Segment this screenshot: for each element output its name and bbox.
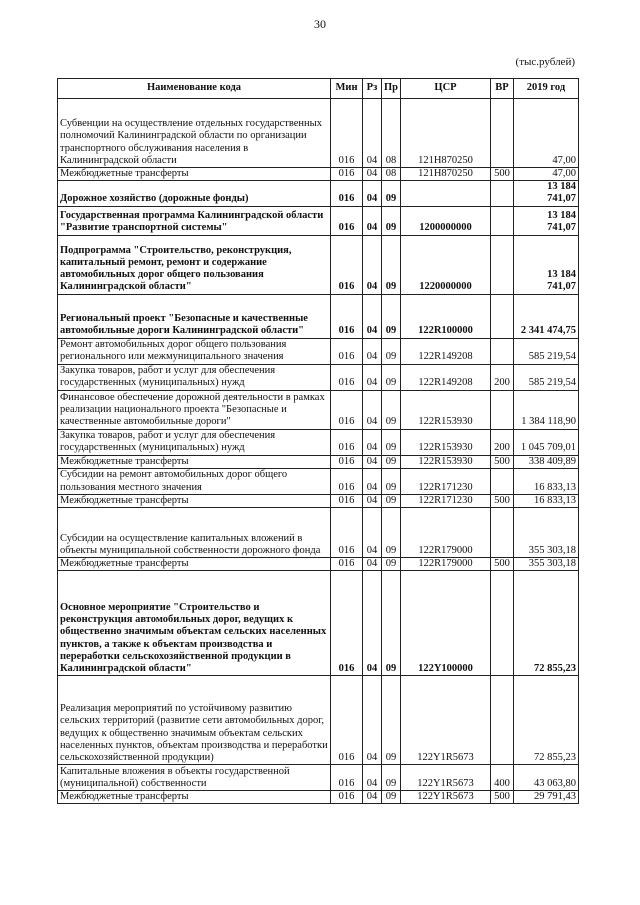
row-pr: 09: [382, 791, 401, 804]
row-vr: [491, 206, 514, 235]
page-number: 30: [314, 17, 326, 31]
row-min: 016: [331, 181, 363, 206]
row-pr: 09: [382, 676, 401, 765]
header-pr: Пр: [382, 79, 401, 99]
row-vr: 500: [491, 455, 514, 468]
row-rz: 04: [363, 181, 382, 206]
table-row: [58, 364, 579, 390]
row-csr: 122Y1R5673: [401, 765, 491, 791]
row-amount: 13 184 741,07: [514, 181, 579, 206]
row-csr: 122R179000: [401, 508, 491, 558]
row-csr: 122R171230: [401, 494, 491, 507]
row-amount: 1 045 709,01: [514, 429, 579, 455]
row-amount: 355 303,18: [514, 558, 579, 571]
row-rz: 04: [363, 571, 382, 676]
table-row: [58, 571, 579, 676]
row-rz: 04: [363, 791, 382, 804]
header-min: Мин: [331, 79, 363, 99]
row-rz: 04: [363, 429, 382, 455]
row-rz: 04: [363, 494, 382, 507]
table-row: [58, 338, 579, 364]
row-amount: 72 855,23: [514, 676, 579, 765]
row-min: 016: [331, 99, 363, 168]
header-rz: Рз: [363, 79, 382, 99]
row-amount: 1 384 118,90: [514, 390, 579, 429]
row-pr: 09: [382, 364, 401, 390]
row-name: Ремонт автомобильных дорог общего пользования регионального или межмуниципального значения: [58, 338, 331, 364]
row-amount: 13 184 741,07: [514, 235, 579, 294]
budget-table: [57, 78, 579, 804]
row-name: Субсидии на осуществление капитальных вложений в объекты муниципальной собственности дорожного фонда: [58, 508, 331, 558]
row-vr: [491, 235, 514, 294]
row-csr: 122R171230: [401, 468, 491, 494]
row-amount: 16 833,13: [514, 468, 579, 494]
row-rz: 04: [363, 508, 382, 558]
table-row: [58, 508, 579, 558]
row-vr: [491, 294, 514, 338]
row-amount: 47,00: [514, 168, 579, 181]
row-csr: 122R149208: [401, 338, 491, 364]
row-name: Межбюджетные трансферты: [58, 558, 331, 571]
row-name: Межбюджетные трансферты: [58, 494, 331, 507]
row-min: 016: [331, 235, 363, 294]
header-csr: ЦСР: [401, 79, 491, 99]
table-row: [58, 468, 579, 494]
header-vr: ВР: [491, 79, 514, 99]
row-csr: 122Y1R5673: [401, 676, 491, 765]
row-min: 016: [331, 455, 363, 468]
row-pr: 09: [382, 508, 401, 558]
row-vr: [491, 390, 514, 429]
table-row: [58, 235, 579, 294]
row-amount: 585 219,54: [514, 338, 579, 364]
row-amount: 338 409,89: [514, 455, 579, 468]
header-year: 2019 год: [514, 79, 579, 99]
table-row: [58, 429, 579, 455]
header-name: Наименование кода: [58, 79, 331, 99]
row-csr: 121H870250: [401, 168, 491, 181]
row-rz: 04: [363, 364, 382, 390]
row-name: Финансовое обеспечение дорожной деятельности в рамках реализации национального проекта "Безопасные и качественные автомобильные дороги": [58, 390, 331, 429]
table-row: [58, 206, 579, 235]
row-csr: 122R153930: [401, 390, 491, 429]
row-min: 016: [331, 468, 363, 494]
table-row: [58, 168, 579, 181]
row-name: Субвенции на осуществление отдельных государственных полномочий Калининградской области по организации транспортного обслуживания населения в Калининградской области: [58, 99, 331, 168]
row-name: Межбюджетные трансферты: [58, 791, 331, 804]
row-min: 016: [331, 765, 363, 791]
row-csr: 122R153930: [401, 455, 491, 468]
table-row: [58, 181, 579, 206]
row-vr: [491, 676, 514, 765]
row-min: 016: [331, 364, 363, 390]
row-rz: 04: [363, 294, 382, 338]
row-rz: 04: [363, 99, 382, 168]
row-name: Основное мероприятие "Строительство и реконструкция автомобильных дорог, ведущих к общественно значимым объектам сельских населенных пунктов, а также к объектам производства и переработки сельскохозяйственной продукции в Калининградской области": [58, 571, 331, 676]
row-rz: 04: [363, 558, 382, 571]
row-pr: 09: [382, 468, 401, 494]
units-label: (тыс.рублей): [515, 56, 575, 68]
row-name: Капитальные вложения в объекты государственной (муниципальной) собственности: [58, 765, 331, 791]
row-rz: 04: [363, 206, 382, 235]
row-rz: 04: [363, 468, 382, 494]
row-csr: [401, 181, 491, 206]
row-min: 016: [331, 338, 363, 364]
row-min: 016: [331, 390, 363, 429]
row-min: 016: [331, 791, 363, 804]
row-rz: 04: [363, 676, 382, 765]
row-vr: [491, 571, 514, 676]
row-amount: 72 855,23: [514, 571, 579, 676]
row-csr: 122Y100000: [401, 571, 491, 676]
row-vr: 400: [491, 765, 514, 791]
row-amount: 29 791,43: [514, 791, 579, 804]
table-row: [58, 558, 579, 571]
row-min: 016: [331, 429, 363, 455]
row-pr: 09: [382, 181, 401, 206]
row-pr: 09: [382, 390, 401, 429]
row-vr: 500: [491, 791, 514, 804]
table-row: [58, 390, 579, 429]
row-rz: 04: [363, 455, 382, 468]
table-row: [58, 765, 579, 791]
table-row: [58, 791, 579, 804]
row-csr: 122R149208: [401, 364, 491, 390]
row-csr: 1220000000: [401, 235, 491, 294]
row-vr: [491, 338, 514, 364]
row-vr: [491, 99, 514, 168]
row-pr: 09: [382, 294, 401, 338]
table-row: [58, 494, 579, 507]
row-amount: 47,00: [514, 99, 579, 168]
row-amount: 16 833,13: [514, 494, 579, 507]
row-vr: 200: [491, 364, 514, 390]
row-rz: 04: [363, 168, 382, 181]
row-name: Реализация мероприятий по устойчивому развитию сельских территорий (развитие сети автомобильных дорог, ведущих к общественно значимым объектам сельских населенных пунктов, объектам производства и переработки сельскохозяйственной продукции): [58, 676, 331, 765]
row-vr: [491, 508, 514, 558]
row-min: 016: [331, 676, 363, 765]
row-csr: 121H870250: [401, 99, 491, 168]
row-amount: 43 063,80: [514, 765, 579, 791]
row-pr: 09: [382, 558, 401, 571]
table-row: [58, 676, 579, 765]
row-pr: 09: [382, 455, 401, 468]
row-csr: 122R153930: [401, 429, 491, 455]
row-min: 016: [331, 294, 363, 338]
row-pr: 09: [382, 429, 401, 455]
table-header-row: [58, 79, 579, 99]
row-name: Субсидии на ремонт автомобильных дорог общего пользования местного значения: [58, 468, 331, 494]
row-csr: 122R179000: [401, 558, 491, 571]
row-pr: 09: [382, 571, 401, 676]
row-rz: 04: [363, 235, 382, 294]
row-csr: 122R100000: [401, 294, 491, 338]
row-name: Государственная программа Калининградской области "Развитие транспортной системы": [58, 206, 331, 235]
row-rz: 04: [363, 765, 382, 791]
row-pr: 08: [382, 99, 401, 168]
row-min: 016: [331, 494, 363, 507]
row-amount: 355 303,18: [514, 508, 579, 558]
row-name: Подпрограмма "Строительство, реконструкция, капитальный ремонт, ремонт и содержание автомобильных дорог общего пользования Калининградской области": [58, 235, 331, 294]
row-vr: 500: [491, 558, 514, 571]
row-amount: 2 341 474,75: [514, 294, 579, 338]
row-pr: 08: [382, 168, 401, 181]
row-rz: 04: [363, 390, 382, 429]
row-min: 016: [331, 558, 363, 571]
row-amount: 13 184 741,07: [514, 206, 579, 235]
row-csr: 122Y1R5673: [401, 791, 491, 804]
row-min: 016: [331, 206, 363, 235]
table-row: [58, 294, 579, 338]
row-pr: 09: [382, 206, 401, 235]
row-min: 016: [331, 508, 363, 558]
row-rz: 04: [363, 338, 382, 364]
row-name: Дорожное хозяйство (дорожные фонды): [58, 181, 331, 206]
row-vr: [491, 181, 514, 206]
row-name: Закупка товаров, работ и услуг для обеспечения государственных (муниципальных) нужд: [58, 364, 331, 390]
row-name: Региональный проект "Безопасные и качественные автомобильные дороги Калининградской области": [58, 294, 331, 338]
row-pr: 09: [382, 235, 401, 294]
row-pr: 09: [382, 338, 401, 364]
row-min: 016: [331, 571, 363, 676]
row-vr: [491, 468, 514, 494]
row-pr: 09: [382, 765, 401, 791]
table-row: [58, 99, 579, 168]
row-name: Межбюджетные трансферты: [58, 455, 331, 468]
row-pr: 09: [382, 494, 401, 507]
row-min: 016: [331, 168, 363, 181]
row-vr: 200: [491, 429, 514, 455]
row-csr: 1200000000: [401, 206, 491, 235]
row-name: Межбюджетные трансферты: [58, 168, 331, 181]
row-vr: 500: [491, 168, 514, 181]
row-name: Закупка товаров, работ и услуг для обеспечения государственных (муниципальных) нужд: [58, 429, 331, 455]
row-vr: 500: [491, 494, 514, 507]
row-amount: 585 219,54: [514, 364, 579, 390]
table-row: [58, 455, 579, 468]
